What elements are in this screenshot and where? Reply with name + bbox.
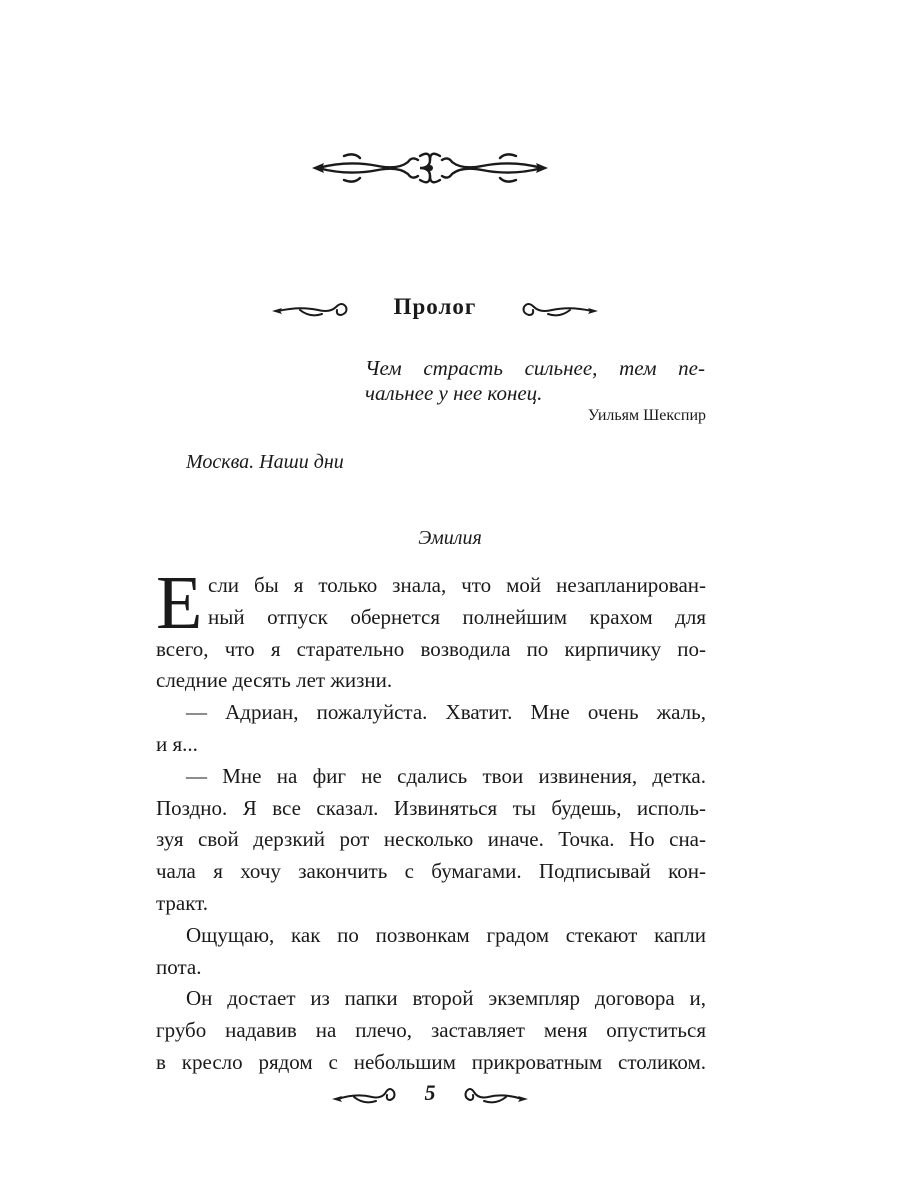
setting-line: Москва. Наши дни bbox=[186, 451, 344, 473]
paragraph bbox=[156, 761, 706, 920]
paragraph bbox=[156, 697, 706, 761]
text-line: зуя свой дерзкий рот несколько иначе. Точка. Но сна- bbox=[156, 827, 706, 852]
text-line: — Адриан, пожалуйста. Хватит. Мне очень жаль, bbox=[186, 700, 706, 725]
text-line: в кресло рядом с небольшим прикроватным столиком. bbox=[156, 1049, 706, 1074]
scroll-flourish-icon bbox=[520, 298, 600, 324]
chapter-title: Пролог bbox=[393, 294, 477, 319]
text-line: тракт. bbox=[156, 890, 209, 915]
text-line: Ощущаю, как по позвонкам градом стекают капли bbox=[186, 922, 706, 947]
pov-heading: Эмилия bbox=[418, 527, 482, 549]
text-line: грубо надавив на плечо, заставляет меня опуститься bbox=[156, 1018, 706, 1043]
text-line: чала я хочу закончить с бумагами. Подписывай кон- bbox=[156, 859, 706, 884]
text-line: и я... bbox=[156, 731, 198, 756]
chapter-heading bbox=[270, 292, 600, 332]
page-number: 5 bbox=[424, 1080, 436, 1105]
scroll-flourish-icon bbox=[460, 1083, 530, 1109]
text-line: — Мне на фиг не сдались твои извинения, детка. bbox=[186, 763, 706, 788]
epigraph-author: Уильям Шекспир bbox=[587, 407, 706, 424]
body-text bbox=[156, 561, 706, 1079]
epigraph-line: чальнее у нее конец. bbox=[365, 381, 543, 405]
page-footer bbox=[330, 1080, 530, 1112]
text-line: следние десять лет жизни. bbox=[156, 668, 393, 693]
text-line: всего, что я старательно возводила по кирпичику по- bbox=[156, 636, 706, 661]
paragraph bbox=[156, 561, 706, 697]
text-line: Поздно. Я все сказал. Извиняться ты будешь, исполь- bbox=[156, 795, 706, 820]
epigraph bbox=[365, 356, 705, 406]
paragraph bbox=[156, 983, 706, 1078]
epigraph-line: Чем страсть сильнее, тем пе- bbox=[365, 356, 705, 380]
text-line: сли бы я только знала, что мой незапланирован- bbox=[208, 573, 706, 597]
drop-cap: Е bbox=[156, 561, 203, 645]
text-line: Он достает из папки второй экземпляр договора и, bbox=[186, 986, 706, 1011]
text-line: пота. bbox=[156, 954, 202, 979]
flourish-divider-icon bbox=[308, 148, 552, 188]
text-line: ный отпуск обернется полнейшим крахом для bbox=[208, 604, 706, 629]
paragraph bbox=[156, 920, 706, 984]
